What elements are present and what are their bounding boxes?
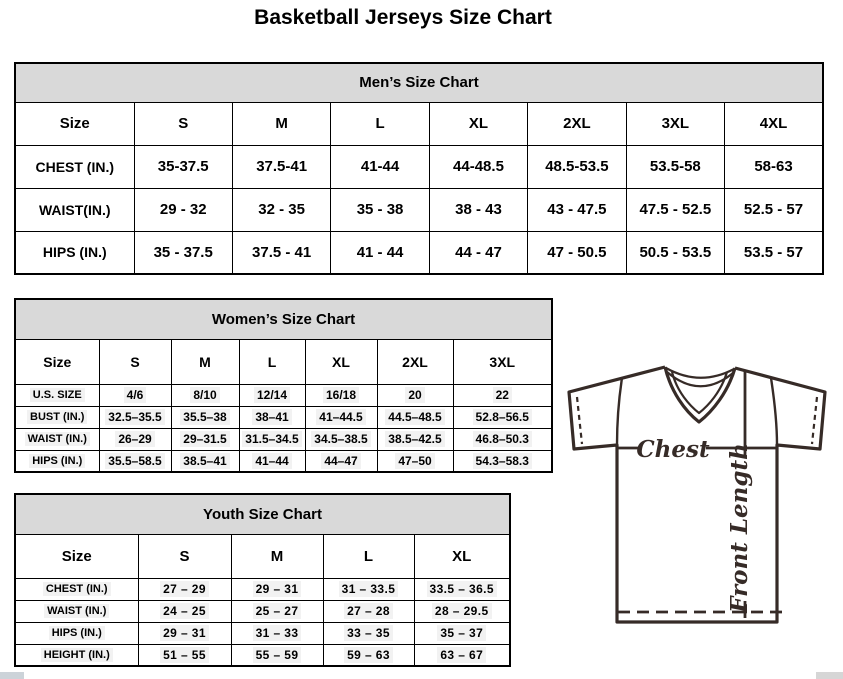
youth-row-label-waist: WAIST (IN.) <box>15 600 138 622</box>
size-cell: 29 - 32 <box>134 188 232 231</box>
womens-size-label: Size <box>15 339 99 384</box>
womens-col-2xl: 2XL <box>377 339 453 384</box>
mens-col-m: M <box>232 102 330 145</box>
size-cell: 31 – 33.5 <box>323 578 414 600</box>
mens-col-l: L <box>331 102 429 145</box>
size-cell: 35 – 37 <box>414 622 510 644</box>
size-cell: 32 - 35 <box>232 188 330 231</box>
size-cell: 52.8–56.5 <box>453 406 552 428</box>
womens-size-table <box>14 298 553 473</box>
size-cell: 63 – 67 <box>414 644 510 666</box>
size-cell: 31.5–34.5 <box>239 428 305 450</box>
jersey-measurement-diagram <box>555 360 843 679</box>
size-cell: 35-37.5 <box>134 145 232 188</box>
size-cell: 38–41 <box>239 406 305 428</box>
mens-size-label: Size <box>15 102 134 145</box>
size-cell: 41–44 <box>239 450 305 472</box>
size-cell: 55 – 59 <box>231 644 323 666</box>
youth-size-table <box>14 493 511 667</box>
womens-row-label-hips: HIPS (IN.) <box>15 450 99 472</box>
size-cell: 33.5 – 36.5 <box>414 578 510 600</box>
size-cell: 33 – 35 <box>323 622 414 644</box>
size-cell: 29 – 31 <box>138 622 231 644</box>
size-cell: 22 <box>453 384 552 406</box>
jersey-diagram-icon <box>555 360 843 679</box>
youth-size-label: Size <box>15 534 138 578</box>
size-cell: 53.5-58 <box>626 145 724 188</box>
size-cell: 51 – 55 <box>138 644 231 666</box>
youth-table-header: Youth Size Chart <box>15 494 510 534</box>
size-cell: 35 - 38 <box>331 188 429 231</box>
youth-col-l: L <box>323 534 414 578</box>
size-cell: 8/10 <box>171 384 239 406</box>
size-cell: 48.5-53.5 <box>528 145 626 188</box>
size-cell: 46.8–50.3 <box>453 428 552 450</box>
size-cell: 29 – 31 <box>231 578 323 600</box>
size-cell: 24 – 25 <box>138 600 231 622</box>
size-cell: 26–29 <box>99 428 171 450</box>
mens-table-header: Men’s Size Chart <box>15 63 823 102</box>
size-cell: 38.5–41 <box>171 450 239 472</box>
size-cell: 29–31.5 <box>171 428 239 450</box>
size-cell: 41–44.5 <box>305 406 377 428</box>
womens-row-label-waist: WAIST (IN.) <box>15 428 99 450</box>
size-cell: 47 - 50.5 <box>528 231 626 274</box>
size-cell: 37.5 - 41 <box>232 231 330 274</box>
size-cell: 41 - 44 <box>331 231 429 274</box>
scrollbar-fragment-left[interactable] <box>0 672 24 679</box>
size-cell: 32.5–35.5 <box>99 406 171 428</box>
size-cell: 47.5 - 52.5 <box>626 188 724 231</box>
size-cell: 27 – 28 <box>323 600 414 622</box>
size-cell: 59 – 63 <box>323 644 414 666</box>
page-title: Basketball Jerseys Size Chart <box>254 6 552 29</box>
size-cell: 44 - 47 <box>429 231 527 274</box>
mens-col-2xl: 2XL <box>528 102 626 145</box>
size-cell: 35 - 37.5 <box>134 231 232 274</box>
mens-col-4xl: 4XL <box>725 102 823 145</box>
youth-col-m: M <box>231 534 323 578</box>
mens-row-label-hips: HIPS (IN.) <box>15 231 134 274</box>
womens-col-l: L <box>239 339 305 384</box>
size-cell: 34.5–38.5 <box>305 428 377 450</box>
womens-col-xl: XL <box>305 339 377 384</box>
size-cell: 50.5 - 53.5 <box>626 231 724 274</box>
womens-table-header: Women’s Size Chart <box>15 299 552 339</box>
size-cell: 44.5–48.5 <box>377 406 453 428</box>
youth-row-label-chest: CHEST (IN.) <box>15 578 138 600</box>
size-cell: 52.5 - 57 <box>725 188 823 231</box>
size-cell: 43 - 47.5 <box>528 188 626 231</box>
size-cell: 35.5–38 <box>171 406 239 428</box>
size-cell: 4/6 <box>99 384 171 406</box>
size-cell: 38 - 43 <box>429 188 527 231</box>
size-cell: 47–50 <box>377 450 453 472</box>
size-cell: 44–47 <box>305 450 377 472</box>
chest-label: Chest <box>636 436 710 463</box>
size-cell: 28 – 29.5 <box>414 600 510 622</box>
womens-row-label-bust: BUST (IN.) <box>15 406 99 428</box>
mens-size-table <box>14 62 824 275</box>
youth-col-s: S <box>138 534 231 578</box>
size-cell: 41-44 <box>331 145 429 188</box>
womens-col-3xl: 3XL <box>453 339 552 384</box>
size-cell: 38.5–42.5 <box>377 428 453 450</box>
size-cell: 16/18 <box>305 384 377 406</box>
youth-row-label-height: HEIGHT (IN.) <box>15 644 138 666</box>
size-cell: 12/14 <box>239 384 305 406</box>
scrollbar-fragment-right[interactable] <box>816 672 843 679</box>
size-cell: 53.5 - 57 <box>725 231 823 274</box>
mens-row-label-waist: WAIST(IN.) <box>15 188 134 231</box>
mens-row-label-chest: CHEST (IN.) <box>15 145 134 188</box>
youth-col-xl: XL <box>414 534 510 578</box>
mens-col-3xl: 3XL <box>626 102 724 145</box>
size-cell: 25 – 27 <box>231 600 323 622</box>
mens-col-s: S <box>134 102 232 145</box>
size-cell: 44-48.5 <box>429 145 527 188</box>
womens-row-label-ussize: U.S. SIZE <box>15 384 99 406</box>
size-cell: 58-63 <box>725 145 823 188</box>
front-length-label: Front Length <box>726 443 753 613</box>
womens-col-m: M <box>171 339 239 384</box>
size-cell: 37.5-41 <box>232 145 330 188</box>
size-cell: 35.5–58.5 <box>99 450 171 472</box>
womens-col-s: S <box>99 339 171 384</box>
size-cell: 20 <box>377 384 453 406</box>
mens-col-xl: XL <box>429 102 527 145</box>
size-cell: 31 – 33 <box>231 622 323 644</box>
size-cell: 54.3–58.3 <box>453 450 552 472</box>
size-cell: 27 – 29 <box>138 578 231 600</box>
youth-row-label-hips: HIPS (IN.) <box>15 622 138 644</box>
